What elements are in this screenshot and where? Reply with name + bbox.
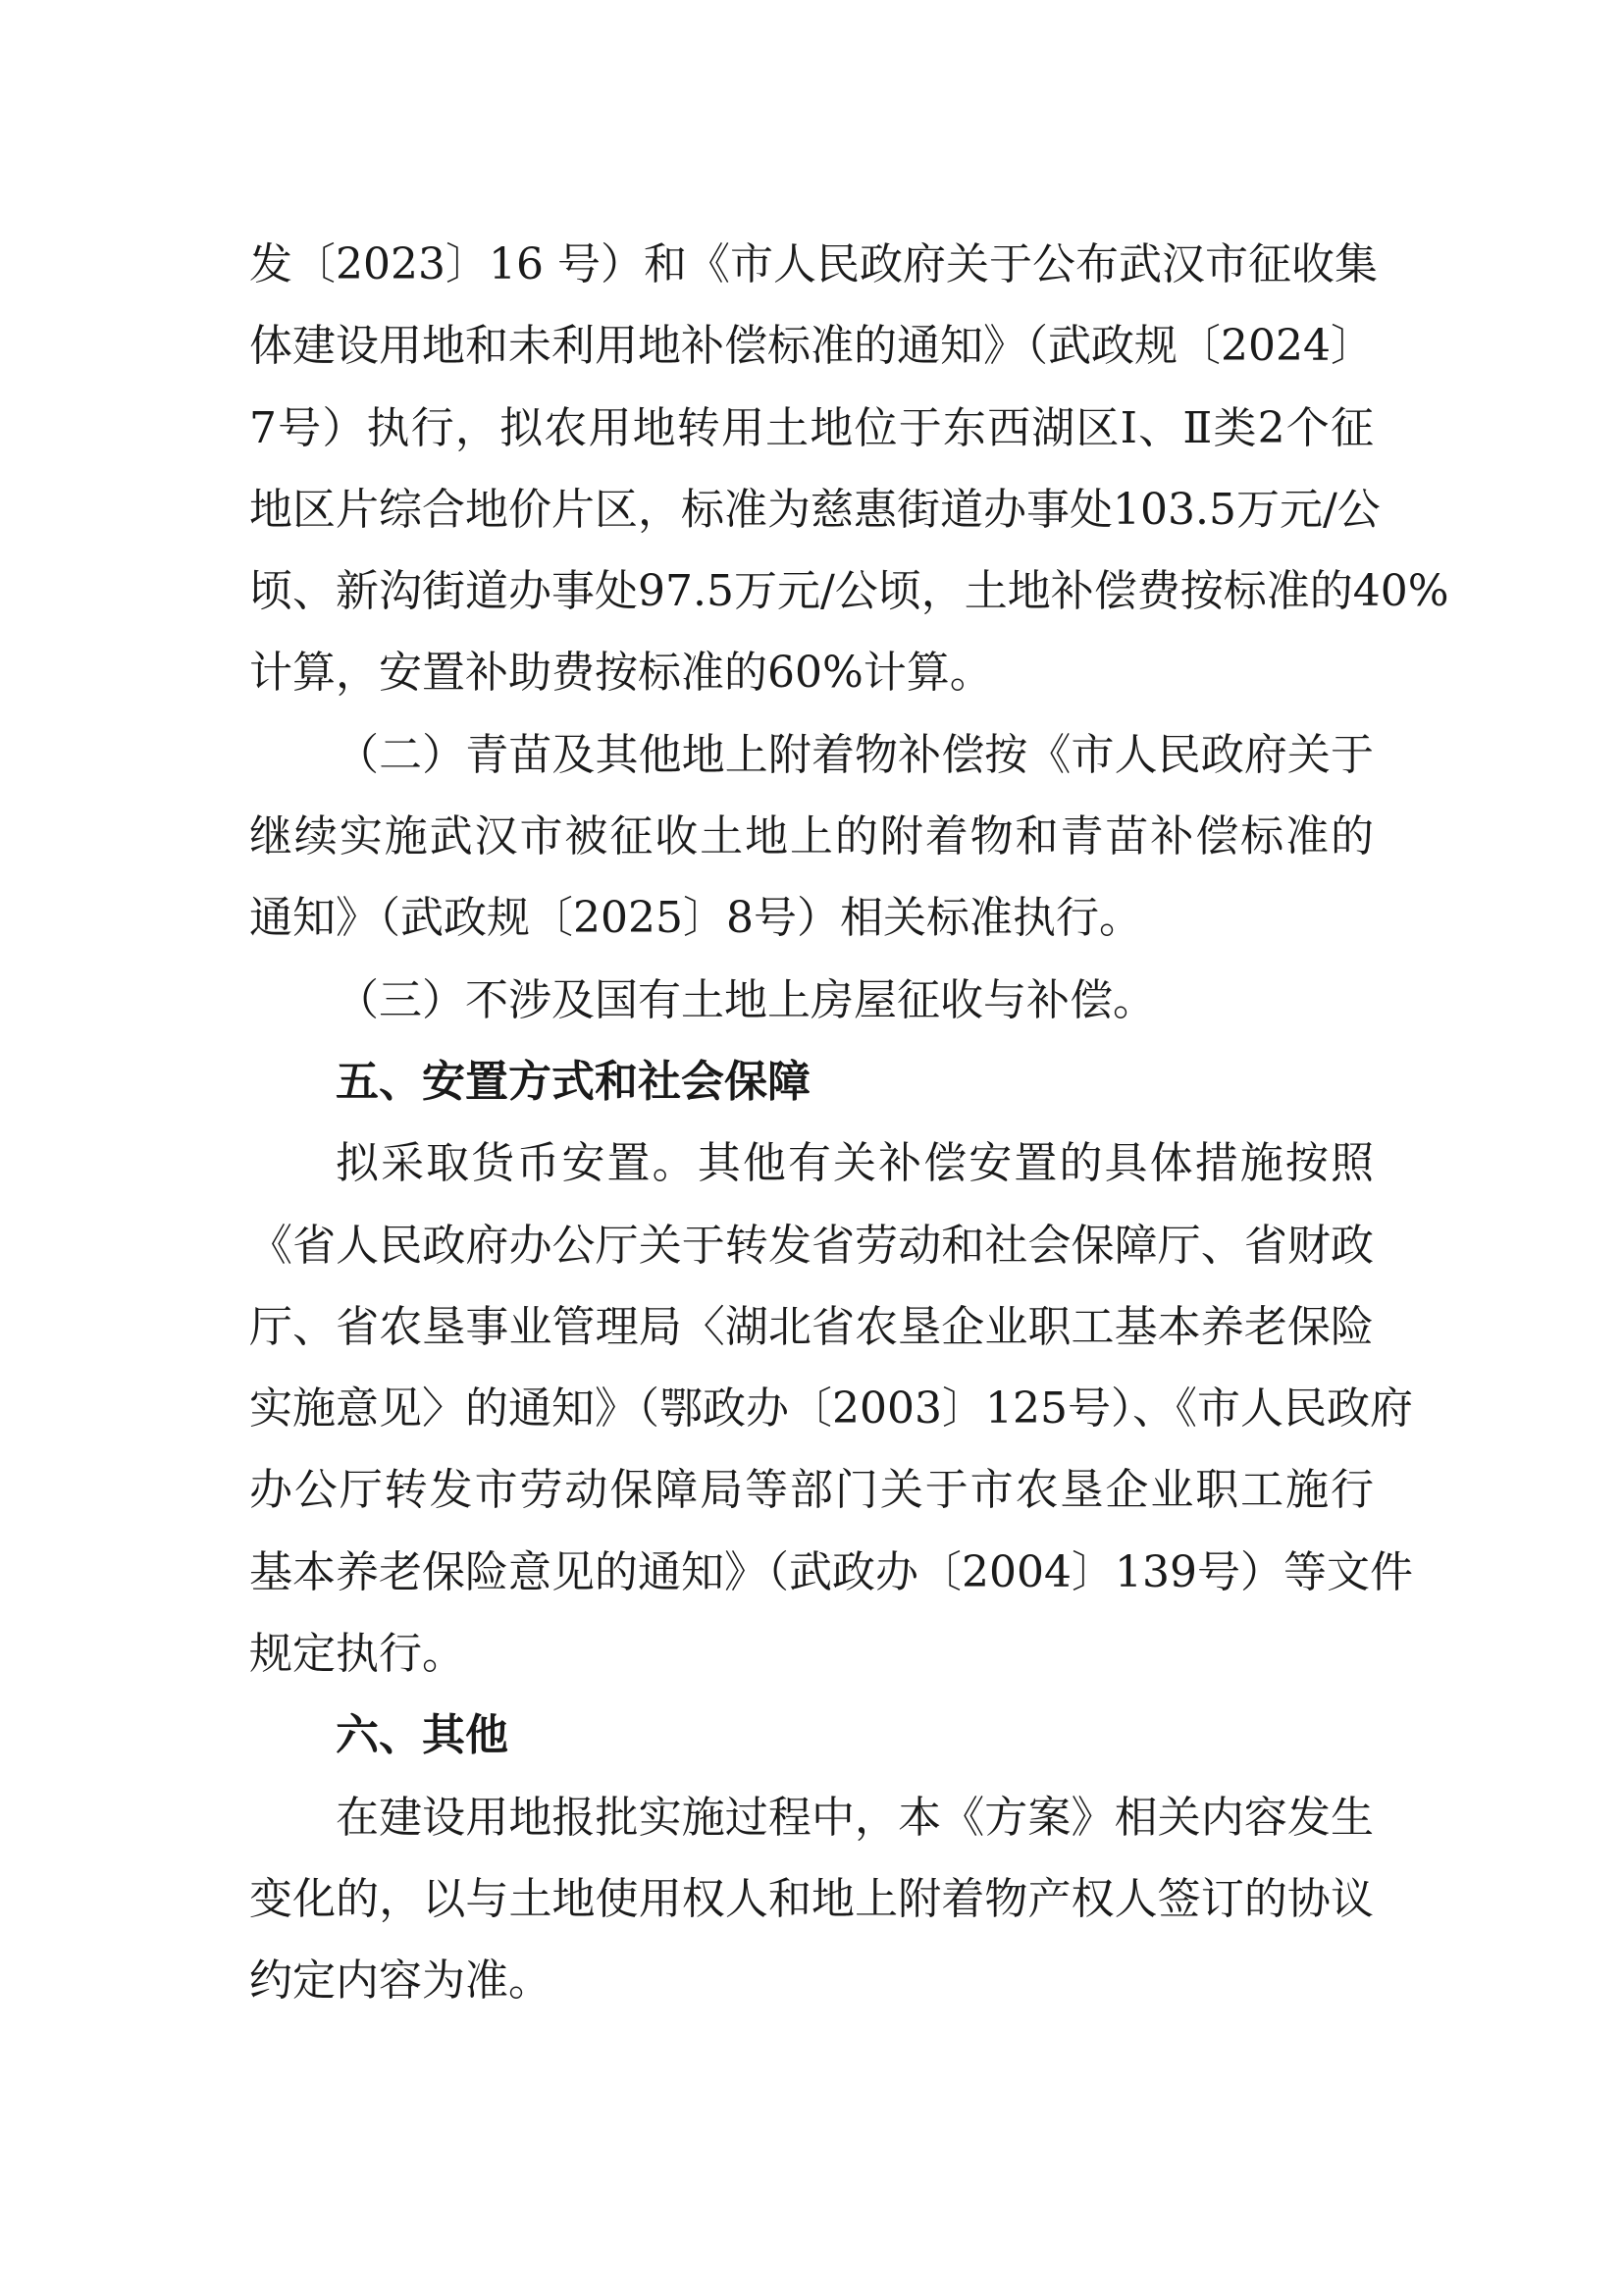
text-line: （三）不涉及国有土地上房屋征收与补偿。	[336, 974, 1156, 1025]
document-page	[249, 224, 1449, 2022]
text-line: 继续实施武汉市被征收土地上的附着物和青苗补偿标准的	[249, 811, 1374, 862]
text-line: 通知》（武政规〔2025〕8号）相关标准执行。	[249, 893, 1142, 944]
text-line: 地区片综合地价片区，标准为慈惠街道办事处103.5万元/公	[249, 484, 1381, 535]
text-line: 7号）执行，拟农用地转用土地位于东西湖区Ⅰ、Ⅱ类2个征	[249, 402, 1374, 453]
text-line: 五、安置方式和社会保障	[336, 1056, 811, 1107]
section-heading	[249, 1695, 1374, 1776]
text-line: 实施意见〉的通知》（鄂政办〔2003〕125号）、《市人民政府	[249, 1383, 1413, 1435]
paragraph	[249, 1122, 1413, 1695]
text-line: 计算，安置补助费按标准的60%计算。	[249, 648, 993, 699]
text-line: 《省人民政府办公厅关于转发省劳动和社会保障厅、省财政	[249, 1220, 1374, 1271]
text-line: 规定执行。	[249, 1629, 465, 1680]
paragraph	[249, 714, 1374, 960]
paragraph	[249, 1777, 1374, 2022]
text-line: 体建设用地和未利用地补偿标准的通知》（武政规〔2024〕	[249, 321, 1374, 372]
text-line: 变化的，以与土地使用权人和地上附着物产权人签订的协议	[249, 1873, 1374, 1924]
text-line: 发〔2023〕16 号）和《市人民政府关于公布武汉市征收集	[249, 239, 1378, 289]
text-line: 约定内容为准。	[249, 1956, 551, 2007]
text-line: 基本养老保险意见的通知》（武政办〔2004〕139号）等文件	[249, 1546, 1413, 1597]
text-line: 拟采取货币安置。其他有关补偿安置的具体措施按照	[336, 1138, 1374, 1189]
text-line: 六、其他	[336, 1710, 508, 1761]
text-line: （二）青苗及其他地上附着物补偿按《市人民政府关于	[336, 729, 1374, 780]
text-line: 在建设用地报批实施过程中，本《方案》相关内容发生	[336, 1792, 1374, 1843]
section-heading	[249, 1041, 1374, 1122]
text-line: 厅、省农垦事业管理局〈湖北省农垦企业职工基本养老保险	[249, 1301, 1374, 1352]
text-line: 顷、新沟街道办事处97.5万元/公顷，土地补偿费按标准的40%	[249, 566, 1449, 617]
paragraph	[249, 960, 1374, 1041]
paragraph	[249, 224, 1449, 714]
text-line: 办公厅转发市劳动保障局等部门关于市农垦企业职工施行	[249, 1465, 1374, 1516]
